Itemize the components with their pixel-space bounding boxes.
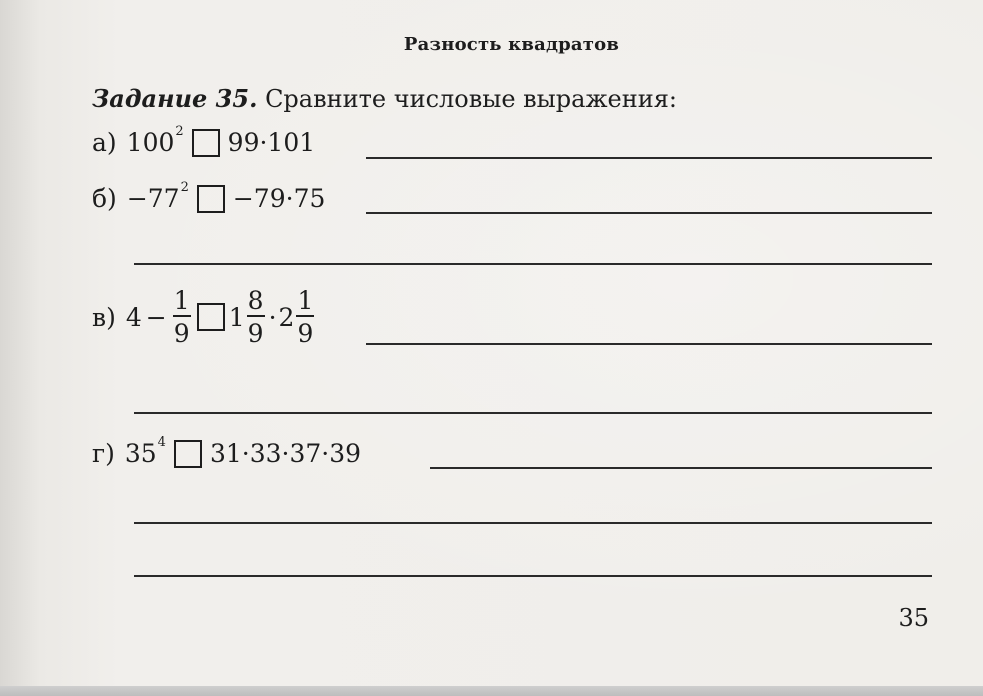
item-c-answer-line-1[interactable] [366,343,932,345]
item-d-left-base: 35 [124,439,157,468]
item-a-left [126,124,184,157]
item-c-right-mixed2-denominator: 9 [297,319,314,348]
item-d [92,435,362,468]
item-d-compare-box[interactable] [174,440,202,468]
page-number: 35 [898,604,929,632]
item-a-label: а) [92,128,117,157]
item-d-label: г) [92,439,115,468]
scanner-edge [0,686,983,696]
item-b-label: б) [92,184,117,213]
item-a-left-exponent: 2 [175,124,184,139]
item-d-right: 31·33·37·39 [209,439,362,468]
item-c-right-mixed2-fraction [296,288,314,346]
item-b-left-exponent: 2 [180,180,189,195]
item-d-answer-line-1[interactable] [430,467,932,469]
item-a [92,124,316,157]
item-d-answer-line-3[interactable] [134,575,932,577]
item-c-compare-box[interactable] [197,303,225,331]
task-instruction: Сравните числовые выражения: [265,85,677,113]
item-c-right-operator: · [268,302,277,332]
item-c-answer-line-2[interactable] [134,412,932,414]
item-b-left-base: −77 [126,184,180,213]
item-a-right: 99·101 [227,128,316,157]
item-c-left-numerator: 1 [173,286,190,315]
item-b-left [126,180,189,213]
task-header [92,84,677,113]
item-c-right-mixed1-numerator: 8 [247,286,264,315]
item-c-right-mixed1-fraction [247,288,265,346]
item-a-left-base: 100 [126,128,175,157]
item-b-answer-line-2[interactable] [134,263,932,265]
item-c-left-denominator: 9 [173,319,190,348]
item-b-compare-box[interactable] [197,185,225,213]
item-c-left-whole: 4 [125,302,142,332]
item-d-answer-line-2[interactable] [134,522,932,524]
item-c-left-operator: − [145,302,167,332]
item-c-right-mixed2-whole: 2 [278,302,295,332]
item-c-right-mixed1-denominator: 9 [247,319,264,348]
section-title: Разность квадратов [403,34,620,55]
item-b [92,180,326,213]
task-label: Задание 35. [92,84,258,113]
item-c-right-mixed1-whole: 1 [228,302,245,332]
item-c-left-fraction [173,288,191,346]
item-c [92,288,316,346]
item-d-left [124,435,166,468]
item-d-left-exponent: 4 [157,435,166,450]
item-a-answer-line[interactable] [366,157,932,159]
item-a-compare-box[interactable] [192,129,220,157]
item-b-answer-line-1[interactable] [366,212,932,214]
item-b-right: −79·75 [232,184,326,213]
item-c-label: в) [92,302,116,332]
item-c-right-mixed2-numerator: 1 [297,286,314,315]
